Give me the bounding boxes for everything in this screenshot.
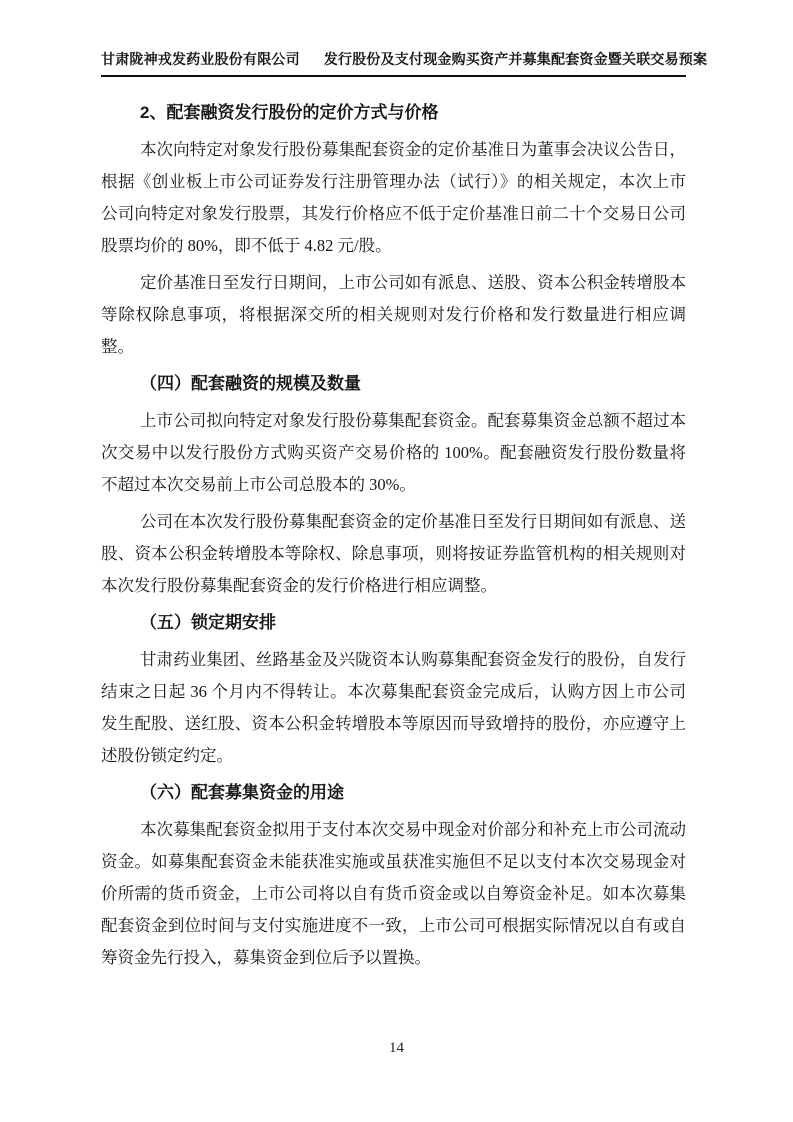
header-doc-title: 发行股份及支付现金购买资产并募集配套资金暨关联交易预案 — [323, 53, 708, 68]
heading-pricing-method-and-price: 2、配套融资发行股份的定价方式与价格 — [140, 103, 439, 122]
para-use-of-proceeds: 本次募集配套资金拟用于支付本次交易中现金对价部分和补充上市公司流动资金。如募集配套资金未能获准实施或虽获准实施但不足以支付本次交易现金对价所需的货币资金，上市公司将以自有货币资金或以自筹资金补足。如本次募集配套资金到位时间与支付实施进度不一致，上市公司可根据实际情况以自有或自筹资金先行投入，募集资金到位后予以置换。 — [101, 820, 686, 967]
para-exdividend-adjustment: 定价基准日至发行日期间，上市公司如有派息、送股、资本公积金转增股本等除权除息事项，将根据深交所的相关规则对发行价格和发行数量进行相应调整。 — [101, 273, 686, 356]
para-lockup-terms: 甘肃药业集团、丝路基金及兴陇资本认购募集配套资金发行的股份，自发行结束之日起 36 个月内不得转让。本次募集配套资金完成后，认购方因上市公司发生配股、送红股、资本公积金转增股本等原因而导致增持的股份，亦应遵守上述股份锁定约定。 — [101, 650, 686, 765]
heading-lockup-arrangement: （五）锁定期安排 — [140, 613, 276, 632]
para-pricing-base-date: 本次向特定对象发行股份募集配套资金的定价基准日为董事会决议公告日，根据《创业板上市公司证券发行注册管理办法（试行）》的相关规定，本次上市公司向特定对象发行股票，其发行价格应不低于定价基准日前二十个交易日公司股票均价的 80%，即不低于 4.82 元/股。 — [101, 140, 686, 255]
heading-use-of-proceeds: （六）配套募集资金的用途 — [140, 783, 344, 802]
header-company-name: 甘肃陇神戎发药业股份有限公司 — [101, 53, 300, 68]
page-header — [101, 49, 708, 77]
heading-scale-and-quantity: （四）配套融资的规模及数量 — [140, 374, 361, 393]
page-number: 14 — [389, 1040, 404, 1056]
para-fundraising-cap: 上市公司拟向特定对象发行股份募集配套资金。配套募集资金总额不超过本次交易中以发行股份方式购买资产交易价格的 100%。配套融资发行股份数量将不超过本次交易前上市公司总股本的 30%。 — [101, 411, 686, 494]
document-body — [101, 93, 686, 979]
para-issue-price-adjustment: 公司在本次发行股份募集配套资金的定价基准日至发行日期间如有派息、送股、资本公积金转增股本等除权、除息事项，则将按证券监管机构的相关规则对本次发行股份募集配套资金的发行价格进行相应调整。 — [101, 512, 686, 595]
